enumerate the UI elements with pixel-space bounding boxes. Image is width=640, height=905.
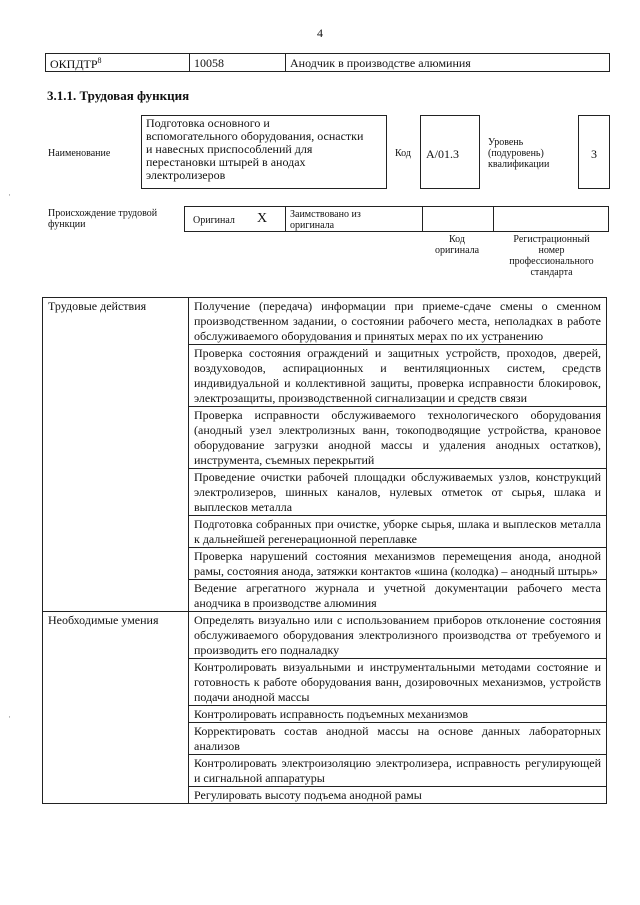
code-original-caption <box>422 234 492 256</box>
table-row <box>43 612 607 659</box>
okpdtr-title: Анодчик в производстве алюминия <box>286 54 610 72</box>
qualification-level: 3 <box>578 115 610 189</box>
divider <box>493 206 494 232</box>
borrowed-label-line: Заимствовано из <box>290 209 361 220</box>
function-name-box <box>141 115 387 189</box>
action-item: Проверка нарушений состояния механизмов перемещения анода, анодной рамы, состояния анода, затяжки контактов «шина (колодка) – анодный штырь» <box>189 548 607 580</box>
origin-table <box>184 206 609 232</box>
okpdtr-table <box>45 53 610 72</box>
function-name-line: и навесных приспособлений для <box>146 142 313 156</box>
registration-caption <box>494 234 609 278</box>
caption-line: номер <box>538 245 565 256</box>
skill-item: Определять визуально или с использованием приборов отклонение состояния обслуживаемого оборудования электролизного производства от требуемого и производить его подналадку <box>189 612 607 659</box>
origin-label <box>48 208 157 230</box>
level-label-line: Уровень <box>488 137 524 148</box>
caption-line: стандарта <box>530 267 573 278</box>
divider <box>422 206 423 232</box>
action-item: Проверка состояния ограждений и защитных устройств, проходов, дверей, воздуховодов, аспирационных и вентиляционных систем, средств индивидуальной и коллективной защиты, проверка исправности блокировок, электрозащиты, производственной сигнализации и средств связи <box>189 345 607 407</box>
borrowed-label <box>290 209 361 231</box>
page-number: 4 <box>317 26 323 40</box>
table-row <box>43 298 607 345</box>
okpdtr-label: ОКПДТР$^8$ <box>46 54 190 72</box>
original-mark: X <box>257 211 268 226</box>
level-label <box>488 137 549 170</box>
function-name-line: Подготовка основного и <box>146 116 270 130</box>
action-item: Ведение агрегатного журнала и учетной документации рабочего места анодчика в производстве алюминия <box>189 580 607 612</box>
skill-item: Корректировать состав анодной массы на основе данных лабораторных анализов <box>189 723 607 755</box>
action-item: Подготовка собранных при очистке, уборке сырья, шлака и выплесков металла к дальнейшей регенерационной переплавке <box>189 516 607 548</box>
caption-line: оригинала <box>434 245 480 256</box>
name-label: Наименование <box>48 148 111 159</box>
origin-label-line: Происхождение трудовой <box>48 208 158 219</box>
caption-line: Код <box>449 234 465 245</box>
borrowed-label-line: оригинала <box>290 220 335 231</box>
caption-line: Регистрационный <box>513 234 590 245</box>
actions-label: Трудовые действия <box>43 298 189 612</box>
margin-mark: · <box>8 190 11 200</box>
action-item: Получение (передача) информации при приеме-сдаче смены о сменном производственном задании, о состоянии рабочего места, неполадках в работе обслуживаемого оборудования и принятых мерах по их устранению <box>189 298 607 345</box>
code-label: Код <box>395 148 411 159</box>
level-label-line: квалификации <box>488 159 550 170</box>
skill-item: Контролировать электроизоляцию электролизера, исправность регулирующей и сигнальной аппаратуры <box>189 755 607 787</box>
caption-line: профессионального <box>509 256 594 267</box>
skills-label: Необходимые умения <box>43 612 189 804</box>
section-heading: 3.1.1. Трудовая функция <box>47 88 190 103</box>
divider <box>285 206 286 232</box>
action-item: Проверка исправности обслуживаемого технологического оборудования (анодный узел электролизных ванн, токоподводящие устройства, крановое оборудование загрузки анодной массы и удаления анодных остатков), инструмента, съемных перекрытий <box>189 407 607 469</box>
function-name-line: перестановки штырей в анодах <box>146 155 306 169</box>
skill-item: Регулировать высоту подъема анодной рамы <box>189 787 607 804</box>
function-name-line: электролизеров <box>146 168 226 182</box>
function-code: A/01.3 <box>420 115 480 189</box>
skill-item: Контролировать визуальными и инструментальными методами состояние и готовность к работе оборудования ванн, дозировочных механизмов, устройств подачи анодной массы <box>189 659 607 706</box>
level-label-line: (подуровень) <box>488 148 544 159</box>
function-name-line: вспомогательного оборудования, оснастки <box>146 129 364 143</box>
skill-item: Контролировать исправность подъемных механизмов <box>189 706 607 723</box>
original-label: Оригинал <box>193 215 235 226</box>
origin-label-line: функции <box>48 219 86 230</box>
margin-mark: · <box>8 712 11 722</box>
okpdtr-code: 10058 <box>190 54 286 72</box>
action-item: Проведение очистки рабочей площадки обслуживаемых узлов, конструкций электролизеров, шинных каналов, нулевых отметок от сырья, шлака и выплесков металла <box>189 469 607 516</box>
main-table <box>42 297 607 804</box>
